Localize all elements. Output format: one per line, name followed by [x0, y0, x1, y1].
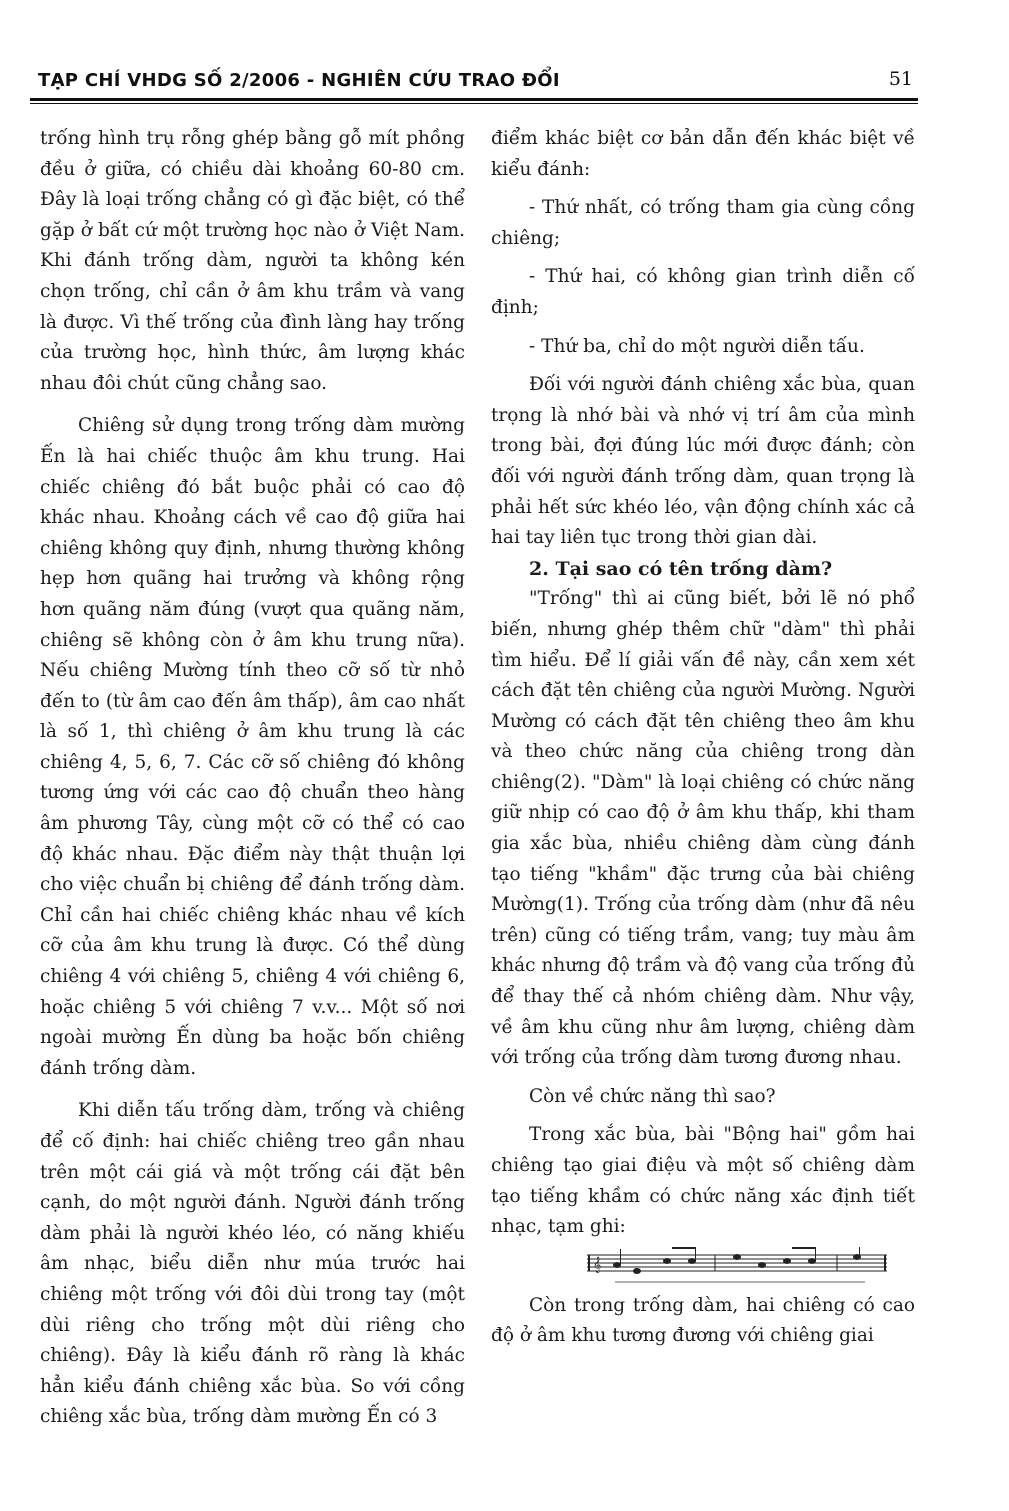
header-rule-thin — [30, 103, 918, 104]
left-column — [40, 124, 465, 1433]
left-paragraph-2: Chiêng sử dụng trong trống dàm mường Ến là hai chiếc thuộc âm khu trung. Hai chiếc chiêng đó bắt buộc phải có cao độ khác nhau. Khoảng cách về cao độ giữa hai chiêng không quy định, nhưng thường không hẹp hơn quãng hai trưởng và không rộng hơn quãng năm đúng (vượt qua quãng năm, chiêng sẽ không còn ở âm khu trung nữa). Nếu chiêng Mường tính theo cỡ số từ nhỏ đến to (từ âm cao đến âm thấp), âm cao nhất là số 1, thì chiêng ở âm khu trung là các chiêng 4, 5, 6, 7. Các cỡ số chiêng đó không tương ứng với các cao độ chuẩn theo hàng âm phương Tây, cùng một cỡ có thể có cao độ khác nhau. Đặc điểm này thật thuận lợi cho việc chuẩn bị chiêng để đánh trống dàm. Chỉ cần hai chiếc chiêng khác nhau về kích cỡ của âm khu trung là được. Có thể dùng chiêng 4 với chiêng 5, chiêng 4 với chiêng 6, hoặc chiêng 5 với chiêng 7 v.v... Một số nơi ngoài mường Ến dùng ba hoặc bốn chiêng đánh trống dàm. — [40, 415, 465, 1079]
left-paragraph-3: Khi diễn tấu trống dàm, trống và chiêng để cố định: hai chiếc chiêng treo gần nhau trên một cái giá và một trống cái đặt bên cạnh, do một người đánh. Người đánh trống dàm phải là người khéo léo, có năng khiếu âm nhạc, biểu diễn như múa trước hai chiêng một trống với đôi dùi trong tay (một dùi riêng cho trống một dùi riêng cho chiêng). Đây là kiểu đánh rõ ràng là khác hẳn kiểu đánh chiêng xắc bùa. So với cồng chiêng xắc bùa, trống dàm mường Ến có 3 — [40, 1100, 465, 1428]
music-notation-figure — [587, 1245, 897, 1289]
right-column — [491, 124, 915, 1352]
left-paragraph-1: trống hình trụ rỗng ghép bằng gỗ mít phồng đều ở giữa, có chiều dài khoảng 60-80 cm. Đây là loại trống chẳng có gì đặc biệt, có thể gặp ở bất cứ một trường học nào ở Việt Nam. Khi đánh trống dàm, người ta không kén chọn trống, chỉ cần ở âm khu trầm và vang là được. Vì thế trống của đình làng hay trống của trường học, hình thức, âm lượng khác nhau đôi chút cũng chẳng sao. — [40, 128, 465, 394]
running-header — [38, 68, 913, 98]
list-item-1: - Thứ nhất, có trống tham gia cùng cồng chiêng; — [491, 197, 915, 249]
section-heading: 2. Tại sao có tên trống dàm? — [529, 557, 833, 580]
right-paragraph-3: "Trống" thì ai cũng biết, bởi lẽ nó phổ biến, nhưng ghép thêm chữ "dàm" thì phải tìm hiểu. Để lí giải vấn đề này, cần xem xét cách đặt tên chiêng của người Mường. Người Mường có cách đặt tên chiêng theo âm khu và theo chức năng của chiêng trong dàn chiêng(2). "Dàm" là loại chiêng có chức năng giữ nhịp có cao độ ở âm khu thấp, khi tham gia xắc bùa, nhiều chiêng dàm cùng đánh tạo tiếng "khầm" đặc trưng của bài chiêng Mường(1). Trống của trống dàm (như đã nêu trên) cũng có tiếng trầm, vang; tuy màu âm khác nhưng độ trầm và độ vang của trống đủ để thay thế cả nhóm chiêng dàm. Như vậy, về âm khu cũng như âm lượng, chiêng dàm với trống của trống dàm tương đương nhau. — [491, 588, 915, 1069]
right-paragraph-5: Trong xắc bùa, bài "Bộng hai" gồm hai chiêng tạo giai điệu và một số chiêng dàm tạo tiếng khầm có chức năng xác định tiết nhạc, tạm ghi: — [491, 1124, 915, 1238]
list-item-3: - Thứ ba, chỉ do một người diễn tấu. — [529, 335, 865, 357]
right-paragraph-1: điểm khác biệt cơ bản dẫn đến khác biệt về kiểu đánh: — [491, 128, 915, 180]
list-item-2: - Thứ hai, có không gian trình diễn cố định; — [491, 266, 915, 318]
journal-title: TẠP CHÍ VHDG SỐ 2/2006 - NGHIÊN CỨU TRAO ĐỔI — [38, 70, 560, 91]
right-paragraph-4: Còn về chức năng thì sao? — [529, 1085, 776, 1107]
right-paragraph-6: Còn trong trống dàm, hai chiêng có cao độ ở âm khu tương đương với chiêng giai — [491, 1294, 915, 1347]
header-rule-thick — [30, 98, 918, 101]
page-number: 51 — [888, 68, 913, 90]
right-paragraph-2: Đối với người đánh chiêng xắc bùa, quan trọng là nhớ bài và nhớ vị trí âm của mình trong bài, đợi đúng lúc mới được đánh; còn đối với người đánh trống dàm, quan trọng là phải hết sức khéo léo, vận động chính xác cả hai tay liên tục trong thời gian dài. — [491, 374, 915, 549]
svg-text:𝄞: 𝄞 — [593, 1256, 602, 1273]
